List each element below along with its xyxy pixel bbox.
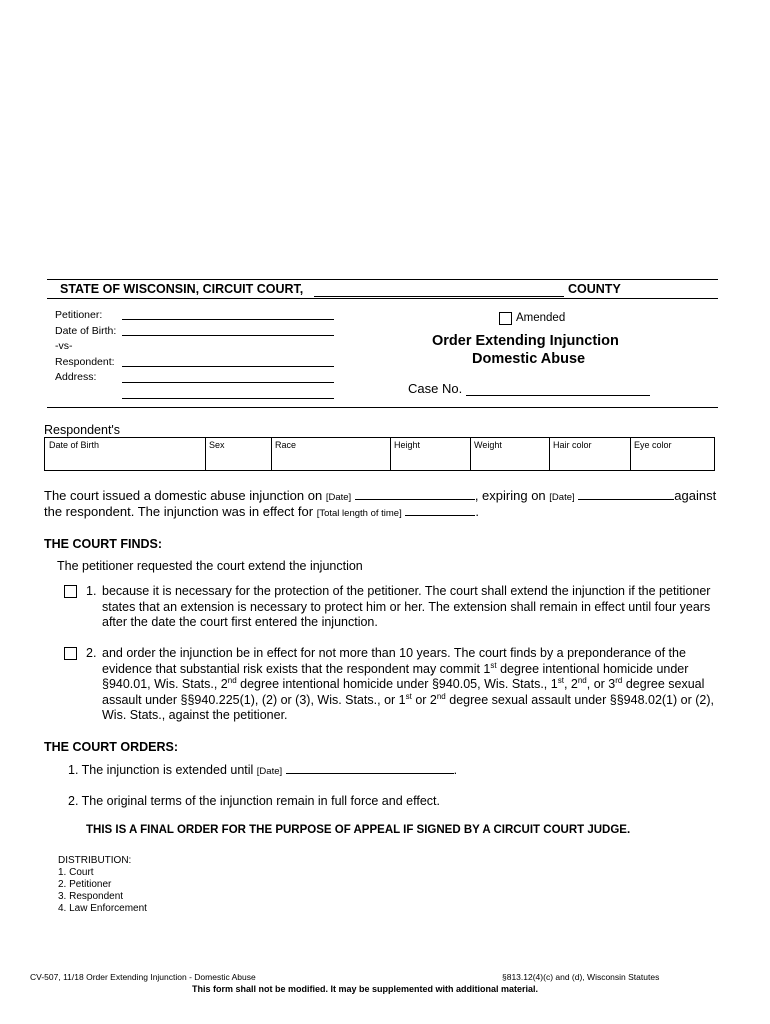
order-1-text: 1. The injunction is extended until — [68, 763, 254, 777]
caption-bottom-rule — [47, 407, 718, 408]
respondent-field[interactable] — [122, 366, 334, 367]
finding-1-checkbox[interactable] — [64, 585, 77, 598]
intro-line-2 — [44, 504, 479, 519]
address-label: Address: — [55, 371, 97, 383]
order-1: 1. The injunction is extended until [Date] . — [68, 763, 458, 777]
county-blank[interactable] — [314, 296, 564, 297]
finding-2-line-3: §940.01, Wis. Stats., 2nd degree intentional homicide under §940.05, Wis. Stats., 1st, 2nd, or 3rd degree sexual — [102, 675, 705, 691]
respondent-table-heading: Respondent's — [44, 423, 121, 437]
amended-checkbox[interactable] — [499, 312, 512, 325]
footer-notice: This form shall not be modified. It may be supplemented with additional material. — [192, 984, 539, 994]
county-label: COUNTY — [568, 282, 621, 296]
finding-1-line-3: after the date the court first entered the injunction. — [102, 615, 378, 629]
intro-text-a: The court issued a domestic abuse injunction on — [44, 488, 323, 503]
dob-field[interactable] — [122, 335, 334, 336]
form-title-line2: Domestic Abuse — [472, 351, 586, 367]
extended-date-field[interactable] — [286, 773, 454, 774]
finding-2-line-5: Wis. Stats., against the petitioner. — [102, 708, 288, 722]
total-length-tag: [Total length of time] — [316, 508, 402, 519]
col-weight[interactable]: Weight — [474, 440, 502, 450]
distribution-heading: DISTRIBUTION: — [58, 855, 132, 866]
respondent-label: Respondent: — [55, 356, 115, 368]
address-field-2[interactable] — [122, 398, 334, 399]
court-label: STATE OF WISCONSIN, CIRCUIT COURT, — [60, 282, 304, 296]
issued-date-field[interactable] — [355, 499, 475, 500]
dob-label: Date of Birth: — [55, 325, 117, 337]
intro-text-b: , expiring on — [474, 488, 546, 503]
intro-text-e: . — [475, 504, 479, 519]
intro-line-1 — [44, 488, 716, 503]
footer-statute: §813.12(4)(c) and (d), Wisconsin Statutes — [502, 972, 660, 982]
address-field-1[interactable] — [122, 382, 334, 383]
case-no-field[interactable] — [466, 395, 650, 396]
footer-form-id: CV-507, 11/18 Order Extending Injunction - Domestic Abuse — [30, 972, 256, 982]
finding-1-line-2: states that an extension is necessary to protect him or her. The extension shall remain in effect until four years — [102, 599, 711, 614]
col-date-of-birth[interactable]: Date of Birth — [49, 440, 100, 450]
petitioner-field[interactable] — [122, 319, 334, 320]
intro-text-d: the respondent. The injunction was in effect for — [44, 504, 314, 519]
header-bottom-rule — [47, 298, 718, 299]
finds-lead: The petitioner requested the court extend the injunction — [57, 559, 363, 573]
orders-heading: THE COURT ORDERS: — [44, 740, 179, 754]
form-title-line1: Order Extending Injunction — [432, 333, 619, 349]
col-race[interactable]: Race — [275, 440, 297, 450]
col-sex[interactable]: Sex — [209, 440, 225, 450]
finding-1-line-1: because it is necessary for the protection of the petitioner. The court shall extend the injunction if the petitioner — [102, 584, 711, 598]
finding-2-text — [102, 646, 732, 724]
finding-2-checkbox[interactable] — [64, 647, 77, 660]
extended-date-tag: [Date] — [256, 766, 283, 777]
col-hair-color[interactable]: Hair color — [553, 440, 592, 450]
finding-2-line-4: assault under §§940.225(1), (2) or (3), Wis. Stats., or 1st or 2nd degree sexual assault under §§948.02(1) or (2), — [102, 691, 714, 707]
finding-1-number: 1. — [86, 584, 97, 598]
petitioner-label: Petitioner: — [55, 309, 103, 321]
finding-2-line-1: and order the injunction be in effect for not more than 10 years. The court finds by a preponderance of the — [102, 646, 686, 660]
order-2: 2. The original terms of the injunction remain in full force and effect. — [68, 794, 440, 808]
issued-date-tag: [Date] — [325, 492, 352, 503]
distribution-item: 1. Court — [58, 867, 94, 878]
header-top-rule — [47, 279, 718, 280]
respondent-table — [44, 437, 715, 471]
vs-label: -vs- — [55, 340, 73, 352]
intro-text-c: against — [674, 488, 717, 503]
amended-label: Amended — [516, 312, 566, 324]
distribution-item: 2. Petitioner — [58, 879, 112, 890]
distribution-block — [58, 855, 147, 915]
distribution-item: 4. Law Enforcement — [58, 903, 147, 914]
expiring-date-field[interactable] — [578, 499, 674, 500]
finding-2-number: 2. — [86, 646, 97, 660]
finding-1-text — [102, 584, 732, 631]
final-order-notice: THIS IS A FINAL ORDER FOR THE PURPOSE OF APPEAL IF SIGNED BY A CIRCUIT COURT JUDGE. — [86, 824, 631, 836]
total-length-field[interactable] — [405, 515, 475, 516]
finding-2-line-2: evidence that substantial risk exists that the respondent may commit 1st degree intentional homicide under — [102, 660, 689, 676]
finds-heading: THE COURT FINDS: — [44, 537, 163, 551]
case-no-label: Case No. — [408, 381, 463, 396]
distribution-item: 3. Respondent — [58, 891, 124, 902]
col-height[interactable]: Height — [394, 440, 421, 450]
expiring-date-tag: [Date] — [549, 492, 575, 503]
col-eye-color[interactable]: Eye color — [634, 440, 672, 450]
